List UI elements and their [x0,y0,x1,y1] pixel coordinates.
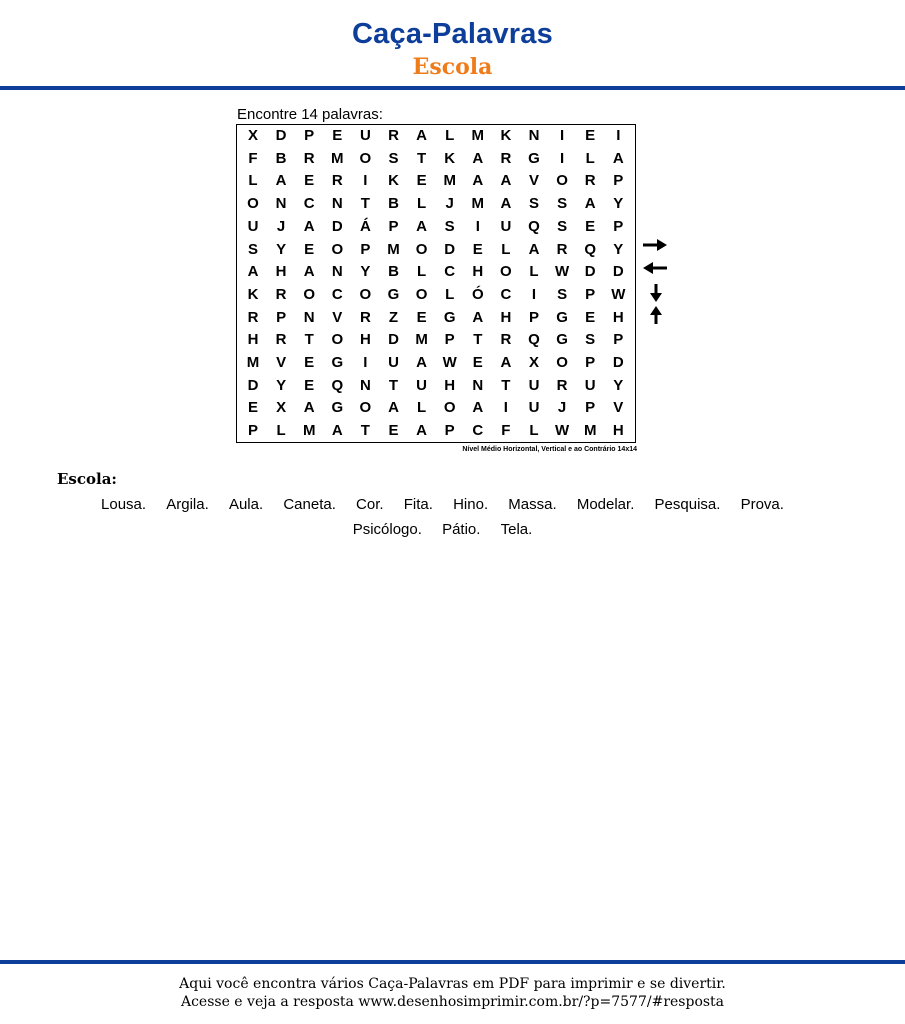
grid-cell: N [275,195,287,213]
grid-cell: L [529,263,539,281]
grid-cell: A [388,399,399,417]
grid-cell: A [472,172,484,190]
grid-cell: Z [388,308,399,326]
grid-cell: H [275,263,287,281]
grid-cell: E [304,172,315,190]
grid-cell: W [442,354,457,371]
grid-cell: A [500,195,512,213]
grid-cell: P [304,127,315,144]
word-item: Aula. [228,496,264,513]
grid-cell: P [444,422,455,440]
word-item: Psicólogo. [352,521,422,538]
grid-cell: A [584,195,596,213]
grid-cell: V [276,354,287,371]
grid-cell: H [500,308,512,326]
grid-cell: S [557,217,568,235]
grid-cell: E [247,399,258,417]
grid-cell: O [556,172,568,190]
grid-cell: A [416,217,428,235]
word-item: Pesquisa. [654,496,721,513]
grid-cell: C [444,263,456,281]
grid-cell: Y [613,376,624,394]
grid-cell: U [359,127,371,144]
grid-cell: Q [528,331,540,349]
grid-cell: T [473,331,483,349]
grid-cell: A [472,399,484,417]
grid-cell: I [531,285,537,303]
grid-cell: E [416,308,427,326]
grid-cell: G [556,331,568,349]
grid-cell: P [528,308,539,326]
grid-cell: P [585,354,596,371]
grid-cell: R [500,149,512,167]
word-item: Hino. [453,496,489,513]
grid-cell: A [500,354,512,371]
grid-cell: D [247,376,259,394]
grid-cell: G [387,285,400,303]
grid-cell: I [475,217,480,235]
grid-cell: D [584,263,596,281]
grid-cell: V [613,399,624,417]
grid-cell: K [444,149,456,167]
grid-cell: F [248,149,258,167]
grid-cell: L [445,285,455,303]
grid-cell: H [612,308,624,326]
grid-cell: D [275,127,287,144]
page-subtitle: Escola [412,54,493,80]
grid-cell: R [388,127,399,144]
footer-line-1: Aqui você encontra vários Caça-Palavras em PDF para imprimir e se divertir. [179,976,726,992]
grid-cell: K [500,127,512,144]
grid-cell: Y [276,240,287,258]
grid-cell: C [303,195,315,213]
grid-cell: B [275,149,287,167]
grid-cell: H [472,263,484,281]
grid-cell: U [416,376,428,394]
word-item: Fita. [403,496,433,513]
grid-cell: P [247,422,258,440]
grid-cell: L [276,422,286,440]
grid-cell: C [331,285,343,303]
grid-cell: Y [613,195,624,213]
grid-cell: S [444,217,455,235]
grid-cell: M [302,422,316,440]
grid-cell: O [443,399,456,417]
grid-cell: Y [360,263,371,281]
grid-cell: L [417,195,427,213]
grid-cell: P [388,217,399,235]
grid-cell: B [388,263,399,281]
grid-cell: A [303,399,315,417]
grid-cell: O [359,149,372,167]
grid-cell: M [443,172,456,190]
grid-cell: E [585,127,596,144]
grid-cell: S [585,331,596,349]
grid-cell: H [359,331,371,349]
grid-cell: G [331,354,344,371]
page-title: Caça-Palavras [352,18,553,50]
grid-cell: L [445,127,455,144]
word-item: Lousa. [101,496,147,513]
grid-cell: A [416,127,428,144]
grid-cell: U [584,376,596,394]
grid-cell: D [331,217,343,235]
grid-cell: R [275,285,287,303]
grid-cell: G [528,149,540,167]
grid-cell: O [415,240,428,258]
grid-cell: H [612,422,624,440]
grid-cell: T [417,149,427,167]
grid-cell: L [417,263,427,281]
grid-cell: A [416,354,428,371]
grid-cell: U [528,399,540,417]
grid-cell: P [613,217,624,235]
grid-cell: N [528,127,540,144]
top-divider [0,86,905,90]
grid-cell: E [304,240,315,258]
grid-cell: I [560,127,565,144]
grid-cell: R [247,308,259,326]
grid-cell: M [246,354,260,371]
grid-cell: C [500,285,512,303]
grid-cell: H [247,331,259,349]
grid-cell: Q [528,217,540,235]
grid-cell: O [500,263,512,281]
grid-cell: H [444,376,456,394]
grid-cell: E [332,127,343,144]
grid-cell: U [247,217,259,235]
grid-cell: R [556,240,568,258]
grid-cell: X [247,127,258,144]
left-arrow-icon [642,261,668,275]
grid-cell: A [472,308,484,326]
word-list-row-2 [0,521,885,538]
grid-cell: O [247,195,259,213]
grid-cell: R [556,376,568,394]
grid-cell: X [528,354,539,371]
grid-cell: A [528,240,540,258]
grid-cell: R [500,331,512,349]
grid-cell: U [528,376,540,394]
grid-cell: J [557,399,567,417]
grid-cell: T [501,376,511,394]
right-arrow-icon [642,238,668,252]
grid-cell: M [387,240,400,258]
grid-cell: R [359,308,371,326]
grid-cell: G [556,308,568,326]
grid-cell: T [360,195,370,213]
grid-cell: V [332,308,343,326]
grid-cell: Q [584,240,597,258]
grid-cell: C [472,422,484,440]
grid-cell: N [331,263,343,281]
grid-cell: O [359,285,372,303]
grid-cell: S [247,240,258,258]
grid-cell: L [529,422,539,440]
grid-cell: D [612,354,624,371]
grid-cell: F [501,422,511,440]
grid-cell: S [388,149,399,167]
grid-cell: P [444,331,455,349]
grid-cell: J [445,195,454,213]
grid-cell: O [556,354,568,371]
up-arrow-icon [649,305,663,325]
grid-cell: M [415,331,428,349]
down-arrow-icon [649,283,663,303]
difficulty-label: Nível Médio Horizontal, Vertical e ao Contrário 14x14 [462,446,637,453]
grid-cell: O [331,240,344,258]
grid-cell: A [416,422,428,440]
grid-cell: N [359,376,371,394]
word-list-title: Escola: [57,470,117,488]
grid-cell: P [360,240,371,258]
grid-cell: Y [613,240,624,258]
grid-cell: M [471,195,485,213]
word-search-grid [236,124,636,443]
grid-cell: T [360,422,370,440]
grid-cell: M [331,149,344,167]
word-item: Massa. [508,496,557,513]
grid-cell: V [528,172,539,190]
grid-cell: N [472,376,484,394]
grid-cell: S [557,195,568,213]
grid-cell: T [304,331,314,349]
word-list-row-1 [0,496,885,513]
word-item: Caneta. [283,496,336,513]
grid-cell: E [416,172,427,190]
grid-cell: A [500,172,512,190]
grid-cell: M [583,422,597,440]
grid-cell: L [585,149,595,167]
grid-cell: Q [331,376,344,394]
grid-cell: I [560,149,565,167]
grid-cell: S [557,285,568,303]
grid-cell: I [363,354,368,371]
grid-cell: R [331,172,343,190]
grid-cell: A [247,263,259,281]
grid-cell: P [613,172,624,190]
grid-cell: M [471,127,485,144]
word-item: Tela. [500,521,533,538]
grid-cell: A [275,172,287,190]
grid-cell: P [276,308,287,326]
grid-cell: B [388,195,399,213]
grid-cell: D [388,331,399,349]
grid-cell: A [303,217,315,235]
grid-cell: Á [359,217,371,235]
grid-cell: I [616,127,621,144]
grid-cell: R [275,331,287,349]
grid-cell: S [528,195,539,213]
grid-cell: X [276,399,287,417]
grid-cell: I [363,172,368,190]
grid-cell: A [472,149,484,167]
grid-cell: A [331,422,343,440]
grid-cell: R [303,149,315,167]
grid-cell: D [444,240,456,258]
grid-cell: A [612,149,624,167]
grid-cell: P [613,331,624,349]
grid-cell: L [501,240,511,258]
grid-cell: W [611,285,626,303]
grid-cell: T [388,376,399,394]
grid-cell: Ó [471,285,484,303]
grid-cell: E [304,354,315,371]
word-item: Modelar. [576,496,635,513]
grid-cell: P [585,399,596,417]
grid-cell: I [503,399,508,417]
grid-cell: Y [276,376,287,394]
grid-cell: E [585,217,596,235]
grid-cell: G [331,399,344,417]
grid-cell: O [303,285,316,303]
grid-cell: E [472,354,483,371]
grid-cell: E [472,240,483,258]
grid-cell: N [331,195,343,213]
grid-cell: J [276,217,286,235]
grid-cell: E [585,308,596,326]
grid-cell: E [304,376,315,394]
bottom-divider [0,960,905,964]
word-item: Cor. [356,496,384,513]
grid-cell: E [388,422,399,440]
grid-cell: O [359,399,372,417]
grid-cell: O [415,285,428,303]
word-item: Pátio. [442,521,481,538]
puzzle-instruction: Encontre 14 palavras: [237,106,383,123]
grid-cell: L [248,172,258,190]
grid-cell: U [388,354,399,371]
grid-cell: P [585,285,596,303]
grid-cell: K [388,172,399,190]
grid-cell: N [303,308,315,326]
grid-cell: K [247,285,259,303]
grid-cell: O [331,331,344,349]
footer-line-2: Acesse e veja a resposta www.desenhosimprimir.com.br/?p=7577/#resposta [180,994,725,1010]
grid-cell: W [555,422,570,440]
grid-cell: U [500,217,512,235]
grid-cell: R [584,172,596,190]
grid-cell: A [303,263,315,281]
grid-cell: L [417,399,427,417]
word-item: Prova. [740,496,784,513]
word-item: Argila. [166,496,209,513]
grid-cell: G [443,308,456,326]
grid-cell: D [612,263,624,281]
grid-cell: W [555,263,570,281]
